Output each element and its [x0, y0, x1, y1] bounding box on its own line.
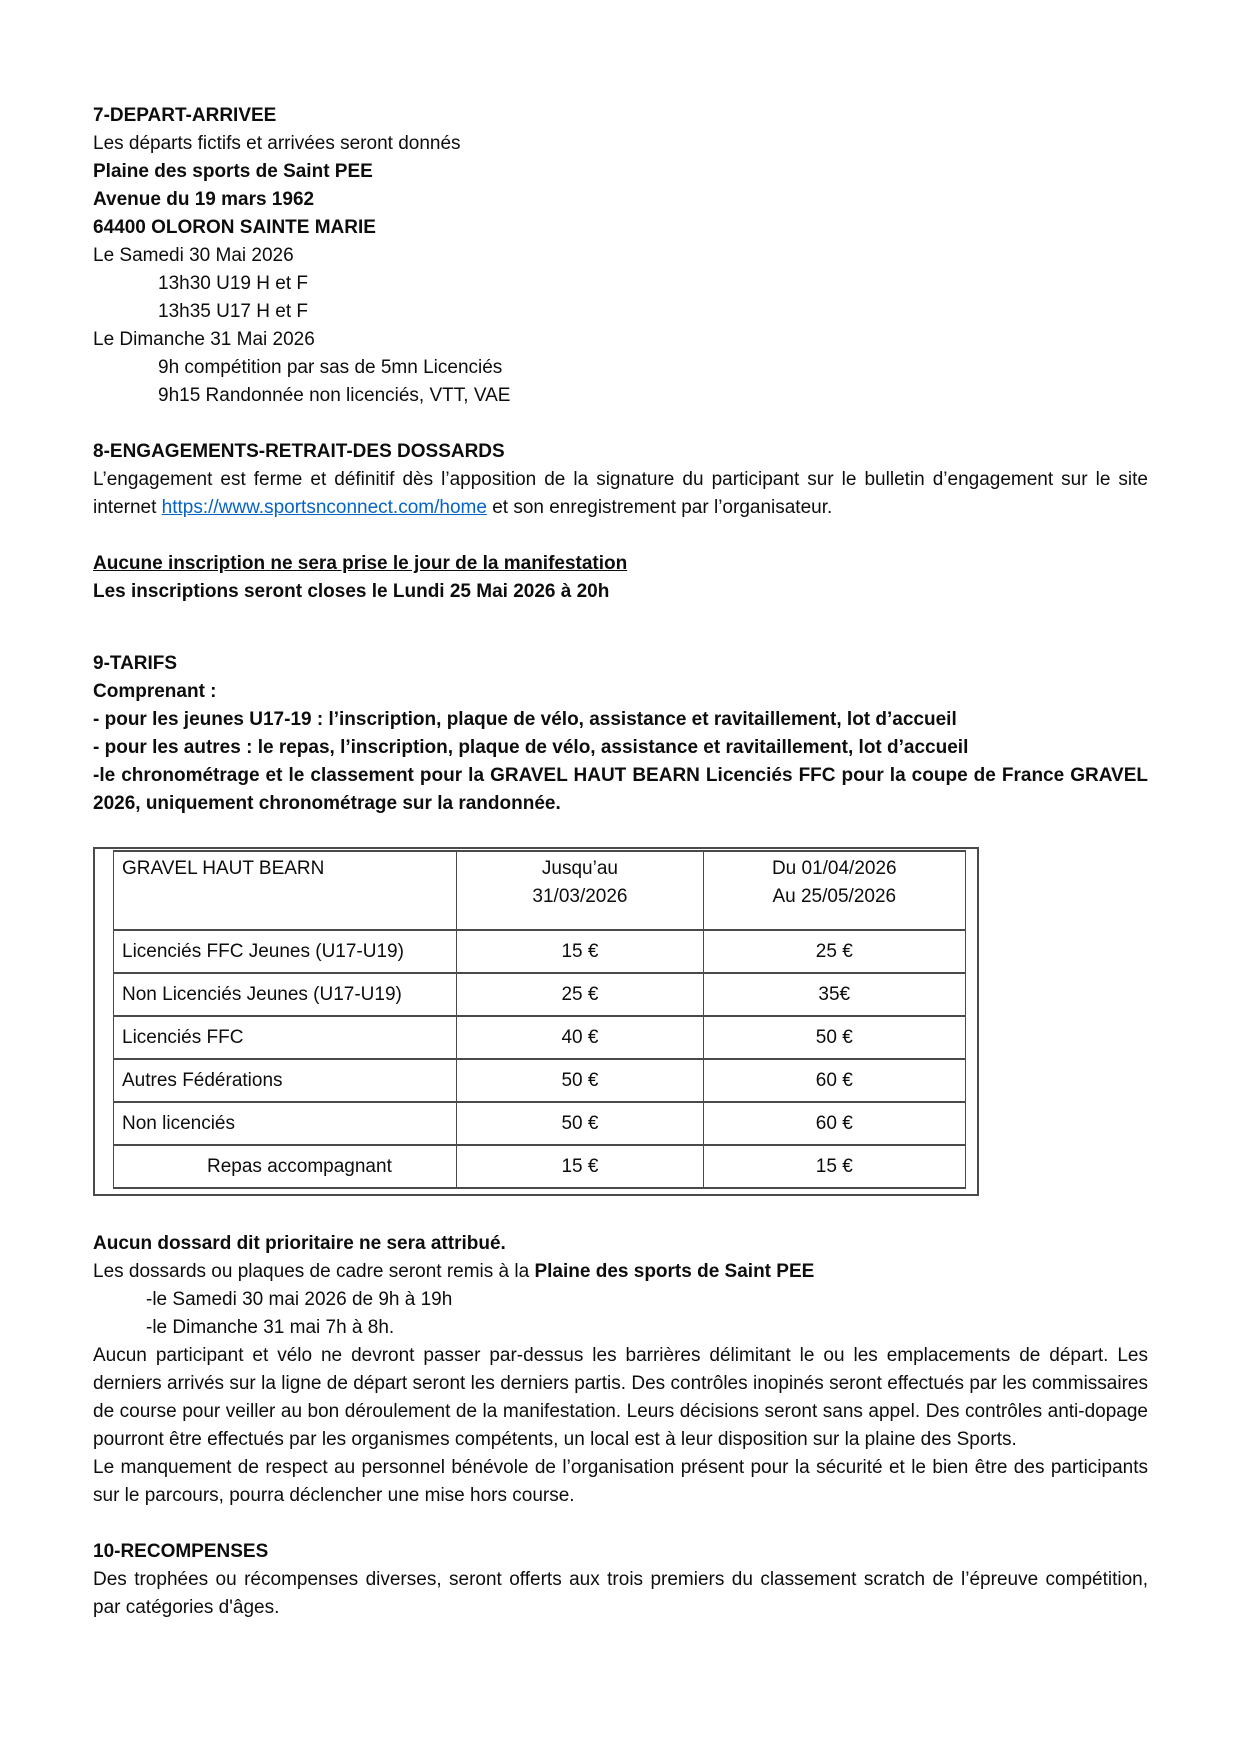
section7-day2: Le Dimanche 31 Mai 2026 [93, 329, 315, 350]
table-row [114, 973, 966, 1016]
row-price-late: 35€ [703, 973, 965, 1016]
tarifs-table [113, 850, 966, 1189]
dossards-time-saturday: -le Samedi 30 mai 2026 de 9h à 19h [146, 1289, 453, 1310]
section7-day1-time2: 13h35 U17 H et F [158, 301, 308, 322]
section9-bullet-chronometrage: -le chronométrage et le classement pour la GRAVEL HAUT BEARN Licenciés FFC pour la coupe de France GRAVEL 2026, uniquement chronométrage sur la randonnée. [93, 765, 1148, 814]
table-row [114, 1016, 966, 1059]
row-label: Autres Fédérations [114, 1059, 457, 1102]
section7-heading: 7-DEPART-ARRIVEE [93, 105, 277, 126]
section7-day1: Le Samedi 30 Mai 2026 [93, 245, 294, 266]
table-header-period2-line1: Du 01/04/2026 [771, 858, 897, 879]
table-row [114, 930, 966, 973]
table-header-period2-line2: Au 25/05/2026 [772, 886, 897, 907]
dossards-rules-paragraph: Aucun participant et vélo ne devront passer par-dessus les barrières délimitant le ou les emplacements de départ. Les derniers arrivés sur la ligne de départ seront les derniers partis. Des contrôles inopinés seront effectués par les commissaires de course pour veiller au bon déroulement de la manifestation. Leurs décisions seront sans appel. Des contrôles anti-dopage pourront être effectués par les organismes compétents, un local est à leur disposition sur la plaine des Sports. [93, 1345, 1148, 1450]
section8-paragraph [93, 466, 1148, 522]
row-price-late: 15 € [703, 1145, 965, 1188]
section10-heading: 10-RECOMPENSES [93, 1541, 269, 1562]
table-header-period1-line1: Jusqu’au [541, 858, 618, 879]
section9-heading: 9-TARIFS [93, 653, 178, 674]
row-price-early: 15 € [457, 930, 703, 973]
table-header-row [114, 851, 966, 930]
section7-day2-time2: 9h15 Randonnée non licenciés, VTT, VAE [158, 385, 511, 406]
section7-day2-time1: 9h compétition par sas de 5mn Licenciés [158, 357, 503, 378]
row-label: Licenciés FFC [114, 1016, 457, 1059]
sportsnconnect-link[interactable]: https://www.sportsnconnect.com/home [161, 497, 487, 518]
section7-venue: Plaine des sports de Saint PEE [93, 161, 373, 182]
section9-comprenant: Comprenant : [93, 681, 217, 702]
section7-address-line1: Avenue du 19 mars 1962 [93, 189, 315, 210]
section7-intro: Les départs fictifs et arrivées seront donnés [93, 133, 461, 154]
row-price-early: 15 € [457, 1145, 703, 1188]
table-row [114, 1102, 966, 1145]
row-price-late: 60 € [703, 1102, 965, 1145]
row-label: Licenciés FFC Jeunes (U17-U19) [114, 930, 457, 973]
dossards-remis-line [93, 1258, 1148, 1286]
table-row [114, 1059, 966, 1102]
table-row [114, 1145, 966, 1188]
row-label: Non licenciés [114, 1102, 457, 1145]
dossards-priority-notice: Aucun dossard dit prioritaire ne sera attribué. [93, 1233, 506, 1254]
section7-address-line2: 64400 OLORON SAINTE MARIE [93, 217, 376, 238]
row-label: Repas accompagnant [114, 1145, 457, 1188]
section9-bullet-jeunes: - pour les jeunes U17-19 : l’inscription, plaque de vélo, assistance et ravitaillement, lot d’accueil [93, 709, 957, 730]
row-price-early: 25 € [457, 973, 703, 1016]
section7-day1-time1: 13h30 U19 H et F [158, 273, 308, 294]
registration-deadline: Les inscriptions seront closes le Lundi 25 Mai 2026 à 20h [93, 581, 610, 602]
tarifs-table-frame [93, 847, 979, 1196]
dossards-remis-prefix: Les dossards ou plaques de cadre seront remis à la [93, 1261, 535, 1282]
dossards-remis-venue: Plaine des sports de Saint PEE [534, 1261, 815, 1282]
section9-bullet-autres: - pour les autres : le repas, l’inscription, plaque de vélo, assistance et ravitaillement, lot d’accueil [93, 737, 969, 758]
section8-text-before-link: L’engagement est ferme et définitif dès l’apposition de la signature du participant sur le bulletin d’engagement sur le site internet [93, 469, 1148, 518]
section10-paragraph: Des trophées ou récompenses diverses, seront offerts aux trois premiers du classement scratch de l’épreuve compétition, par catégories d'âges. [93, 1569, 1148, 1618]
table-header-title: GRAVEL HAUT BEARN [114, 851, 457, 930]
row-price-late: 50 € [703, 1016, 965, 1059]
no-registration-notice: Aucune inscription ne sera prise le jour de la manifestation [93, 553, 628, 574]
row-label: Non Licenciés Jeunes (U17-U19) [114, 973, 457, 1016]
row-price-early: 50 € [457, 1059, 703, 1102]
table-header-period1 [457, 851, 703, 930]
table-header-period1-line2: 31/03/2026 [532, 886, 628, 907]
row-price-late: 25 € [703, 930, 965, 973]
dossards-respect-paragraph: Le manquement de respect au personnel bénévole de l’organisation présent pour la sécurité et le bien être des participants sur le parcours, pourra déclencher une mise hors course. [93, 1457, 1148, 1506]
section8-heading: 8-ENGAGEMENTS-RETRAIT-DES DOSSARDS [93, 441, 505, 462]
section8-text-after-link: et son enregistrement par l’organisateur. [486, 497, 833, 518]
row-price-early: 40 € [457, 1016, 703, 1059]
row-price-late: 60 € [703, 1059, 965, 1102]
row-price-early: 50 € [457, 1102, 703, 1145]
dossards-time-sunday: -le Dimanche 31 mai 7h à 8h. [146, 1317, 395, 1338]
table-header-period2 [703, 851, 965, 930]
